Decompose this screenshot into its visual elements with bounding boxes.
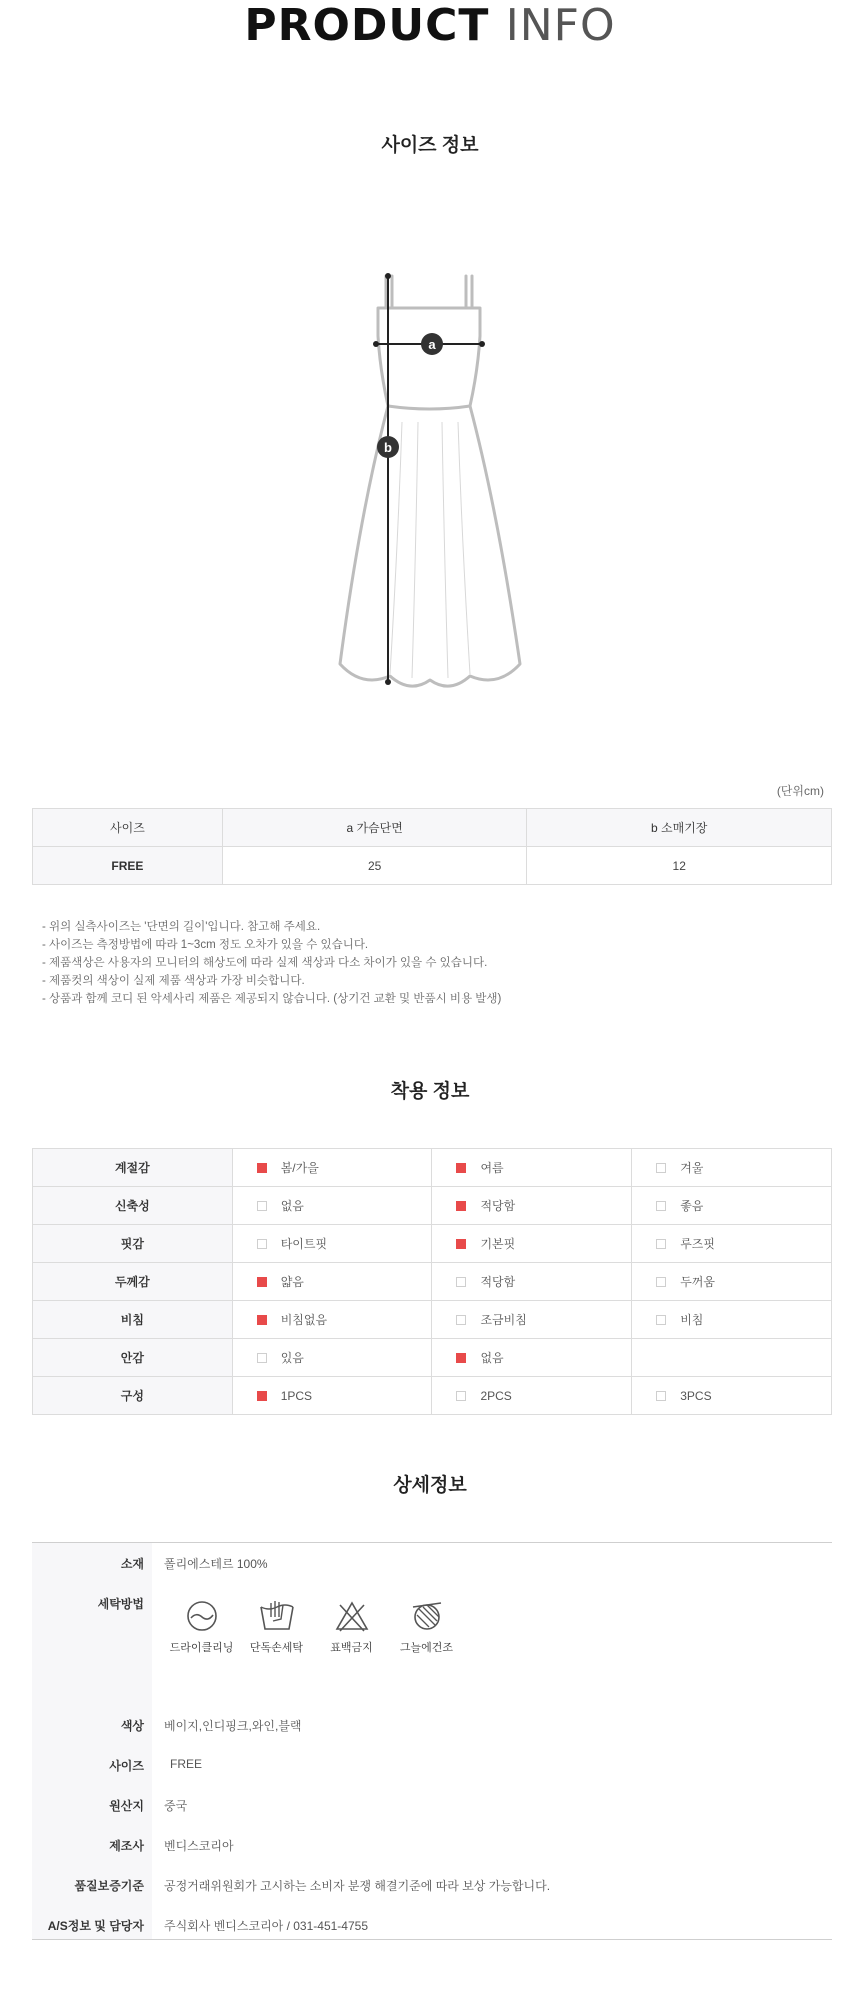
size-table-header: b 소매기장 — [527, 809, 832, 847]
size-table-header: 사이즈 — [33, 809, 223, 847]
unchecked-box-icon — [456, 1277, 466, 1287]
unchecked-box-icon — [656, 1201, 666, 1211]
wash-label: 단독손세탁 — [249, 1642, 304, 1654]
hero-title-product: PRODUCT — [244, 0, 490, 51]
wear-option-label: 2PCS — [480, 1388, 512, 1403]
size-table-header-row — [33, 809, 832, 847]
detail-info-panel — [32, 1542, 832, 1940]
wear-option-cell — [632, 1263, 832, 1301]
detail-label: 소재 — [120, 1557, 144, 1571]
wear-option-cell — [632, 1301, 832, 1339]
wear-option-cell — [232, 1377, 432, 1415]
detail-label: 색상 — [120, 1719, 144, 1733]
wear-option-cell — [232, 1301, 432, 1339]
wear-option-label: 얇음 — [280, 1275, 304, 1289]
wear-category-label: 구성 — [33, 1377, 233, 1415]
wear-section-title: 착용 정보 — [390, 1081, 470, 1102]
detail-value: 중국 — [164, 1799, 188, 1813]
checked-box-icon — [257, 1315, 267, 1325]
wear-option-label: 겨울 — [680, 1161, 704, 1175]
wear-category-label: 비침 — [33, 1301, 233, 1339]
dress-skirt-folds — [390, 422, 470, 678]
detail-section-title: 상세정보 — [393, 1475, 467, 1496]
checked-box-icon — [257, 1163, 267, 1173]
note-line: - 상품과 함께 코디 된 악세사리 제품은 제공되지 않습니다. (상기건 교환 및 반품시 비용 발생) — [42, 993, 502, 1005]
unit-note: (단위cm) — [776, 784, 824, 798]
unchecked-box-icon — [456, 1315, 466, 1325]
detail-label: 세탁방법 — [97, 1597, 144, 1611]
wear-option-cell — [232, 1339, 432, 1377]
marker-a-label: a — [428, 337, 436, 352]
checked-box-icon — [257, 1391, 267, 1401]
wear-category-label: 신축성 — [33, 1187, 233, 1225]
wear-info-table — [32, 1148, 832, 1415]
wash-label: 그늘에건조 — [399, 1642, 454, 1654]
table-row — [33, 1301, 832, 1339]
size-table-cell-a: 25 — [222, 847, 527, 885]
length-measure-top-dot — [385, 273, 391, 279]
unchecked-box-icon — [456, 1391, 466, 1401]
checked-box-icon — [456, 1353, 466, 1363]
note-line: - 제품색상은 사용자의 모니터의 해상도에 따라 실제 색상과 다소 차이가 있을 수 있습니다. — [42, 957, 488, 969]
note-line: - 위의 실측사이즈는 '단면의 길이'입니다. 참고해 주세요. — [42, 921, 321, 933]
wear-option-label: 여름 — [480, 1161, 504, 1175]
wear-option-label: 비침없음 — [280, 1313, 328, 1327]
unchecked-box-icon — [656, 1391, 666, 1401]
note-line: - 사이즈는 측정방법에 따라 1~3cm 정도 오차가 있을 수 있습니다. — [42, 939, 369, 951]
wear-category-label: 두께감 — [33, 1263, 233, 1301]
detail-value: 베이지,인디핑크,와인,블랙 — [164, 1719, 302, 1733]
no-bleach-icon — [334, 1599, 370, 1633]
wear-option-label: 타이트핏 — [280, 1237, 328, 1251]
wear-option-label: 조금비침 — [480, 1313, 527, 1327]
wear-option-label: 없음 — [280, 1199, 304, 1213]
wash-label: 드라이클리닝 — [169, 1642, 234, 1654]
wear-option-label: 루즈핏 — [680, 1237, 715, 1251]
marker-b-label: b — [384, 440, 392, 455]
detail-label: 사이즈 — [109, 1759, 144, 1773]
table-row — [33, 1225, 832, 1263]
unchecked-box-icon — [656, 1277, 666, 1287]
chest-measure-right-dot — [479, 341, 485, 347]
unchecked-box-icon — [257, 1201, 267, 1211]
wear-category-label: 계절감 — [33, 1149, 233, 1187]
dress-size-diagram — [330, 262, 530, 702]
table-row — [33, 1187, 832, 1225]
table-row — [33, 1263, 832, 1301]
wear-option-label: 기본핏 — [480, 1237, 516, 1251]
wash-item-no-bleach — [314, 1599, 389, 1655]
wash-item-dry-clean — [164, 1599, 239, 1655]
detail-value: 주식회사 벤디스코리아 / 031-451-4755 — [164, 1919, 368, 1933]
wear-option-cell — [632, 1187, 832, 1225]
unchecked-box-icon — [656, 1315, 666, 1325]
unchecked-box-icon — [257, 1239, 267, 1249]
length-measure-bottom-dot — [385, 679, 391, 685]
wear-option-label: 적당함 — [480, 1275, 516, 1289]
wear-option-cell — [232, 1149, 432, 1187]
wash-item-shade-dry — [389, 1599, 464, 1655]
wear-category-label: 핏감 — [33, 1225, 233, 1263]
checked-box-icon — [257, 1277, 267, 1287]
wear-option-label: 비침 — [680, 1313, 704, 1327]
hand-wash-icon — [257, 1599, 297, 1633]
wear-option-cell — [632, 1149, 832, 1187]
wear-option-cell — [232, 1263, 432, 1301]
wear-option-cell — [432, 1377, 632, 1415]
detail-label: A/S정보 및 담당자 — [47, 1919, 144, 1933]
wear-option-label: 없음 — [480, 1351, 504, 1365]
wear-option-cell — [432, 1301, 632, 1339]
detail-label: 제조사 — [109, 1839, 144, 1853]
size-table — [32, 808, 832, 885]
wear-option-cell — [632, 1225, 832, 1263]
table-row — [33, 1377, 832, 1415]
size-notes — [42, 918, 501, 1008]
dry-clean-icon — [185, 1599, 219, 1633]
wear-option-label: 좋음 — [680, 1199, 704, 1213]
detail-label: 원산지 — [109, 1799, 144, 1813]
detail-value: 공정거래위원회가 고시하는 소비자 분쟁 해결기준에 따라 보상 가능합니다. — [164, 1879, 551, 1893]
wear-option-cell — [432, 1149, 632, 1187]
detail-label: 품질보증기준 — [74, 1879, 144, 1893]
checked-box-icon — [456, 1201, 466, 1211]
wear-option-cell — [432, 1225, 632, 1263]
wear-category-label: 안감 — [33, 1339, 233, 1377]
unchecked-box-icon — [656, 1163, 666, 1173]
washing-icons — [164, 1599, 464, 1679]
wear-option-label: 두꺼움 — [680, 1275, 715, 1289]
wear-option-cell — [632, 1339, 832, 1377]
detail-value: 폴리에스테르 100% — [164, 1557, 268, 1571]
unchecked-box-icon — [656, 1239, 666, 1249]
size-table-cell-b: 12 — [527, 847, 832, 885]
table-row — [33, 1339, 832, 1377]
table-row — [33, 1149, 832, 1187]
unchecked-box-icon — [257, 1353, 267, 1363]
hero-title-info: INFO — [505, 0, 616, 51]
size-section-title: 사이즈 정보 — [381, 135, 479, 156]
wear-option-cell — [232, 1187, 432, 1225]
wear-option-label: 1PCS — [280, 1388, 313, 1403]
wear-option-label: 적당함 — [480, 1199, 516, 1213]
wear-option-label: 봄/가을 — [280, 1161, 319, 1175]
page-hero-title — [0, 0, 860, 52]
wash-item-hand-wash — [239, 1599, 314, 1655]
checked-box-icon — [456, 1239, 466, 1249]
wear-option-cell — [432, 1263, 632, 1301]
checked-box-icon — [456, 1163, 466, 1173]
detail-value: FREE — [170, 1757, 203, 1771]
wear-option-label: 있음 — [280, 1351, 304, 1365]
detail-value: 벤디스코리아 — [164, 1839, 234, 1853]
wash-label: 표백금지 — [330, 1642, 373, 1654]
note-line: - 제품컷의 색상이 실제 제품 색상과 가장 비슷합니다. — [42, 975, 305, 987]
wear-option-cell — [432, 1339, 632, 1377]
wear-option-cell — [232, 1225, 432, 1263]
chest-measure-left-dot — [373, 341, 379, 347]
size-table-header: a 가슴단면 — [222, 809, 527, 847]
wear-option-label: 3PCS — [680, 1388, 712, 1403]
shade-dry-icon — [409, 1599, 445, 1633]
table-row — [33, 847, 832, 885]
wear-option-cell — [432, 1187, 632, 1225]
size-table-cell-size: FREE — [33, 847, 223, 885]
wear-option-cell — [632, 1377, 832, 1415]
